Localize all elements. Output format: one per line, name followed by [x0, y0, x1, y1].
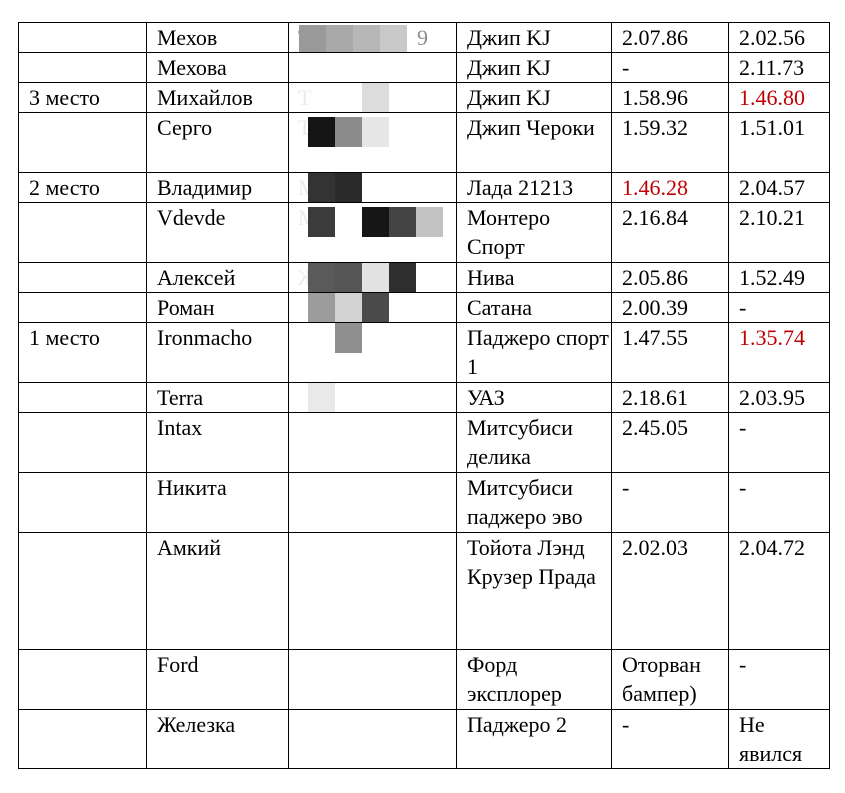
car-cell: Джип KJ — [457, 23, 612, 53]
pixelation-block — [326, 25, 353, 53]
time-attempt-2-cell: - — [729, 293, 830, 323]
table-row — [19, 263, 830, 293]
time-attempt-1-cell: 2.07.86 — [612, 23, 729, 53]
nickname-cell: Железка — [147, 710, 289, 769]
place-cell — [19, 413, 147, 473]
pixelation-block — [416, 207, 443, 237]
car-cell: Джип Чероки — [457, 113, 612, 173]
time-attempt-1-cell: 2.05.86 — [612, 263, 729, 293]
redacted-name-cell — [289, 23, 457, 53]
nickname-cell: Никита — [147, 473, 289, 533]
time-attempt-1-cell: 1.47.55 — [612, 323, 729, 383]
pixelation-block — [308, 207, 335, 237]
time-attempt-1-cell: 2.45.05 — [612, 413, 729, 473]
time-attempt-2-cell: - — [729, 473, 830, 533]
pixelation-block — [362, 117, 389, 147]
redacted-name-cell — [289, 650, 457, 710]
nickname-cell: Михайлов — [147, 83, 289, 113]
place-cell — [19, 710, 147, 769]
pixelation-block — [389, 263, 416, 293]
redacted-name-cell — [289, 83, 457, 113]
redaction-blur — [291, 53, 435, 83]
redaction-blur — [291, 650, 435, 710]
redaction-blur — [291, 710, 435, 769]
pixelation-block — [299, 25, 326, 53]
time-attempt-2-cell: 2.11.73 — [729, 53, 830, 83]
nickname-cell: Роман — [147, 293, 289, 323]
nickname-cell: Ironmacho — [147, 323, 289, 383]
place-cell — [19, 263, 147, 293]
time-attempt-2-cell: 1.52.49 — [729, 263, 830, 293]
table-row — [19, 473, 830, 533]
time-attempt-1-cell: 2.16.84 — [612, 203, 729, 263]
time-attempt-2-cell: 1.35.74 — [729, 323, 830, 383]
nickname-cell: Ford — [147, 650, 289, 710]
car-cell: Сатана — [457, 293, 612, 323]
place-cell — [19, 203, 147, 263]
table-row — [19, 113, 830, 173]
time-attempt-1-cell: 2.18.61 — [612, 383, 729, 413]
pixelation-block — [335, 173, 362, 203]
table-row — [19, 413, 830, 473]
car-cell: УАЗ — [457, 383, 612, 413]
time-attempt-1-cell: - — [612, 710, 729, 769]
redacted-name-cell — [289, 293, 457, 323]
pixelation-block — [335, 293, 362, 323]
time-attempt-1-cell: - — [612, 53, 729, 83]
nickname-cell: Vdevde — [147, 203, 289, 263]
table-row — [19, 23, 830, 53]
nickname-cell: Мехов — [147, 23, 289, 53]
nickname-cell: Серго — [147, 113, 289, 173]
redacted-name-cell — [289, 263, 457, 293]
car-cell: Форд эксплорер — [457, 650, 612, 710]
time-attempt-1-cell: 1.46.28 — [612, 173, 729, 203]
place-cell: 1 место — [19, 323, 147, 383]
redacted-name-cell — [289, 533, 457, 650]
redacted-name-cell — [289, 203, 457, 263]
car-cell: Митсубиси паджеро эво — [457, 473, 612, 533]
time-attempt-1-cell: 1.58.96 — [612, 83, 729, 113]
car-cell: Джип KJ — [457, 53, 612, 83]
table-row — [19, 53, 830, 83]
table-row — [19, 203, 830, 263]
table-row — [19, 533, 830, 650]
place-cell — [19, 650, 147, 710]
time-attempt-2-cell: 2.03.95 — [729, 383, 830, 413]
results-table — [18, 22, 830, 769]
redacted-name-cell — [289, 323, 457, 383]
time-attempt-2-cell: - — [729, 650, 830, 710]
time-attempt-2-cell: 1.51.01 — [729, 113, 830, 173]
pixelation-block — [308, 383, 335, 413]
table-row — [19, 383, 830, 413]
car-cell: Митсубиси делика — [457, 413, 612, 473]
nickname-cell: Мехова — [147, 53, 289, 83]
time-attempt-1-cell: Оторван бампер) — [612, 650, 729, 710]
pixelation-block — [362, 293, 389, 323]
redacted-name-cell — [289, 173, 457, 203]
place-cell — [19, 383, 147, 413]
pixelation-block — [335, 323, 362, 353]
table-row — [19, 293, 830, 323]
place-cell: 3 место — [19, 83, 147, 113]
redaction-blur — [291, 473, 435, 533]
pixelation-block — [308, 263, 335, 293]
car-cell: Тойота Лэнд Крузер Прада — [457, 533, 612, 650]
nickname-cell: Владимир — [147, 173, 289, 203]
nickname-cell: Intax — [147, 413, 289, 473]
pixelation-block — [353, 25, 380, 53]
place-cell — [19, 533, 147, 650]
nickname-cell: Алексей — [147, 263, 289, 293]
redacted-name-cell — [289, 710, 457, 769]
pixelation-block — [308, 293, 335, 323]
redaction-blur — [291, 533, 435, 650]
car-cell: Паджеро спорт 1 — [457, 323, 612, 383]
time-attempt-2-cell: 2.02.56 — [729, 23, 830, 53]
car-cell: Джип KJ — [457, 83, 612, 113]
redaction-blur — [291, 413, 435, 473]
car-cell: Монтеро Спорт — [457, 203, 612, 263]
pixelation-block — [308, 173, 335, 203]
table-row — [19, 173, 830, 203]
redacted-name-cell — [289, 113, 457, 173]
pixelation-block — [362, 263, 389, 293]
pixelation-block — [335, 117, 362, 147]
time-attempt-1-cell: 2.00.39 — [612, 293, 729, 323]
place-cell — [19, 53, 147, 83]
table-row — [19, 650, 830, 710]
time-attempt-1-cell: 1.59.32 — [612, 113, 729, 173]
nickname-cell: Амкий — [147, 533, 289, 650]
pixelation-block — [308, 117, 335, 147]
pixelation-block — [335, 263, 362, 293]
time-attempt-2-cell: 2.10.21 — [729, 203, 830, 263]
time-attempt-2-cell: 2.04.57 — [729, 173, 830, 203]
place-cell — [19, 23, 147, 53]
time-attempt-2-cell: Не явился — [729, 710, 830, 769]
table-row — [19, 83, 830, 113]
car-cell: Паджеро 2 — [457, 710, 612, 769]
place-cell — [19, 113, 147, 173]
table-row — [19, 323, 830, 383]
place-cell — [19, 293, 147, 323]
results-table-body — [19, 23, 830, 769]
pixelation-block — [362, 207, 389, 237]
pixelation-block — [380, 25, 407, 53]
time-attempt-1-cell: - — [612, 473, 729, 533]
time-attempt-2-cell: 1.46.80 — [729, 83, 830, 113]
redacted-name-cell — [289, 413, 457, 473]
redacted-name-cell — [289, 473, 457, 533]
redaction-blur — [291, 323, 435, 383]
place-cell: 2 место — [19, 173, 147, 203]
time-attempt-2-cell: - — [729, 413, 830, 473]
pixelation-block — [389, 207, 416, 237]
redacted-name-cell — [289, 383, 457, 413]
car-cell: Лада 21213 — [457, 173, 612, 203]
table-row — [19, 710, 830, 769]
time-attempt-1-cell: 2.02.03 — [612, 533, 729, 650]
car-cell: Нива — [457, 263, 612, 293]
pixelation-block — [362, 83, 389, 113]
time-attempt-2-cell: 2.04.72 — [729, 533, 830, 650]
redacted-name-cell — [289, 53, 457, 83]
nickname-cell: Terra — [147, 383, 289, 413]
place-cell — [19, 473, 147, 533]
